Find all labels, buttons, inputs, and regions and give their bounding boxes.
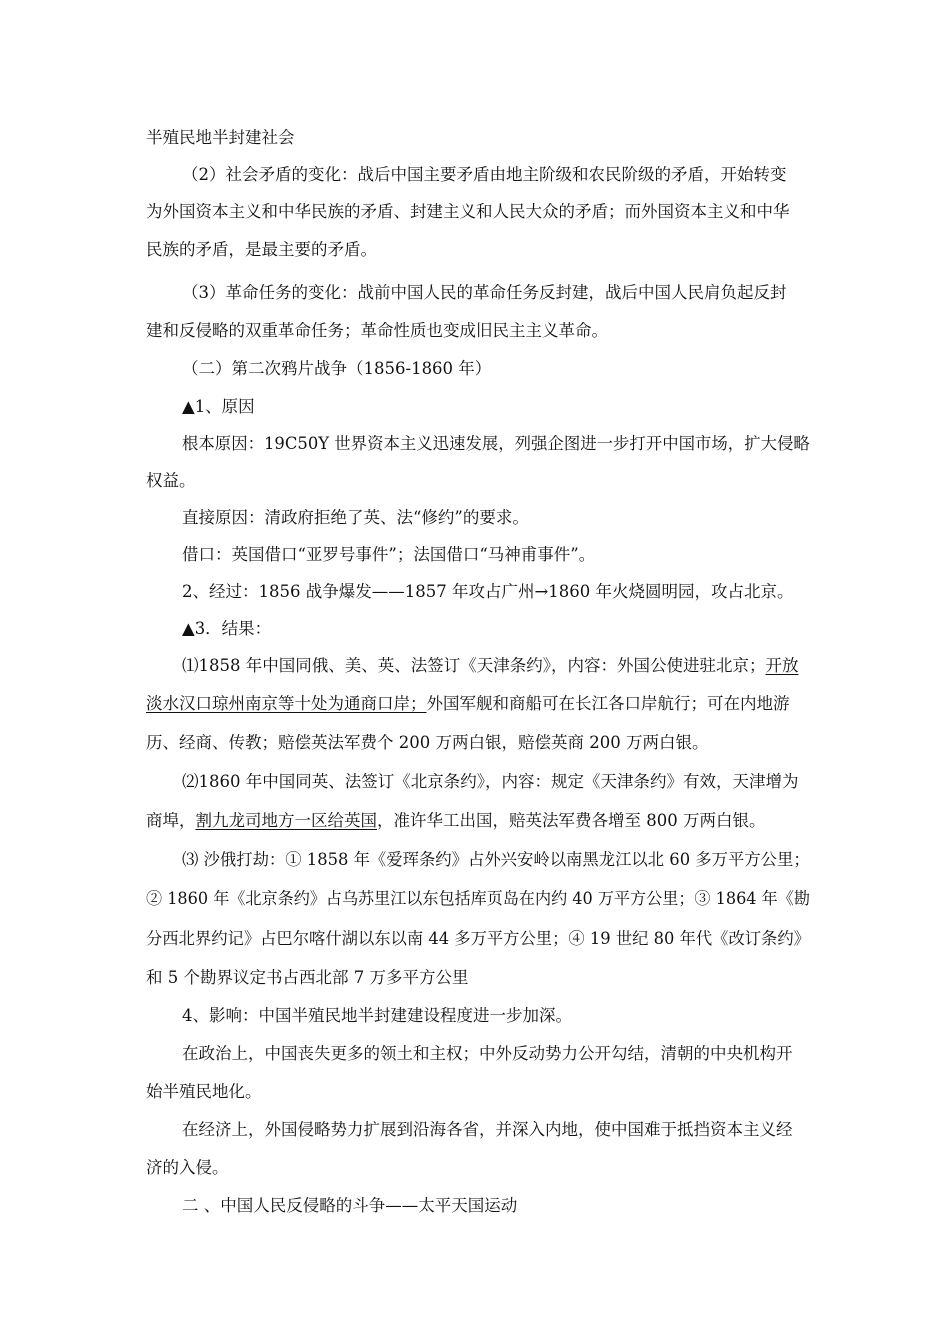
underlined-text: 开放 — [765, 656, 799, 675]
text-line: 济的入侵。 — [146, 1158, 229, 1177]
text-line: 在经济上，外国侵略势力扩展到沿海各省，并深入内地，使中国难于抵挡资本主义经 — [182, 1120, 793, 1139]
text-line: 始半殖民地化。 — [146, 1082, 262, 1101]
text-line: 根本原因：19C50Y 世界资本主义迅速发展，列强企图进一步打开中国市场，扩大侵略 — [182, 434, 810, 453]
text-segment: ⑴1858 年中国同俄、美、英、法签订《天津条约》，内容：外国公使进驻北京； — [182, 656, 766, 675]
subsection-heading: ▲3．结果： — [182, 619, 272, 638]
text-line: ② 1860 年《北京条约》占乌苏里江以东包括库页岛在内约 40 万平方公里；③ 1864 年《勘 — [146, 889, 810, 908]
text-line: 2、经过：1856 战争爆发——1857 年攻占广州→1860 年火烧圆明园，攻占北京。 — [182, 582, 794, 601]
text-line: 分西北界约记》占巴尔喀什湖以东以南 44 多万平方公里；④ 19 世纪 80 年代《改订条约》 — [146, 929, 810, 948]
text-line: 民族的矛盾，是最主要的矛盾。 — [146, 240, 377, 259]
text-segment: ，准许华工出国，赔英法军费各增至 800 万两白银。 — [377, 811, 766, 830]
text-line: 权益。 — [146, 471, 196, 490]
text-line: 建和反侵略的双重革命任务；革命性质也变成旧民主主义革命。 — [146, 321, 608, 340]
text-line: 在政治上，中国丧失更多的领土和主权；中外反动势力公开勾结，清朝的中央机构开 — [182, 1044, 793, 1063]
text-line — [146, 694, 790, 714]
underlined-text: 淡水汉口琼州南京等十处为通商口岸； — [146, 694, 427, 713]
section-heading: 二 、中国人民反侵略的斗争——太平天国运动 — [182, 1196, 518, 1215]
text-line — [182, 656, 799, 676]
text-line: 历、经商、传教；赔偿英法军费个 200 万两白银，赔偿英商 200 万两白银。 — [146, 733, 709, 752]
subsection-heading: ▲1、原因 — [182, 397, 255, 416]
text-segment: 外国军舰和商船可在长江各口岸航行；可在内地游 — [426, 694, 790, 713]
text-line: 借口：英国借口“亚罗号事件”；法国借口“马神甫事件”。 — [182, 545, 596, 564]
underlined-text: 割九龙司地方一区给英国 — [195, 811, 377, 830]
text-segment: 商埠， — [146, 811, 196, 830]
text-line — [146, 811, 765, 831]
text-line: ⑵1860 年中国同英、法签订《北京条约》，内容：规定《天津条约》有效，天津增为 — [182, 772, 799, 791]
text-line: （3）革命任务的变化：战前中国人民的革命任务反封建，战后中国人民肩负起反封 — [182, 283, 787, 302]
text-line: 4、影响：中国半殖民地半封建建设程度进一步加深。 — [182, 1006, 572, 1025]
text-line: （2）社会矛盾的变化：战后中国主要矛盾由地主阶级和农民阶级的矛盾，开始转变 — [182, 165, 787, 184]
text-line: 和 5 个勘界议定书占西北部 7 万多平方公里 — [146, 968, 469, 987]
text-line: 半殖民地半封建社会 — [146, 128, 295, 147]
text-line: 为外国资本主义和中华民族的矛盾、封建主义和人民大众的矛盾；而外国资本主义和中华 — [146, 202, 790, 221]
text-line: ⑶ 沙俄打劫：① 1858 年《爱珲条约》占外兴安岭以南黑龙江以北 60 多万平方公里； — [182, 850, 810, 869]
text-line: 直接原因：清政府拒绝了英、法“修约”的要求。 — [182, 508, 529, 527]
section-heading: （二）第二次鸦片战争（1856-1860 年） — [182, 359, 492, 378]
